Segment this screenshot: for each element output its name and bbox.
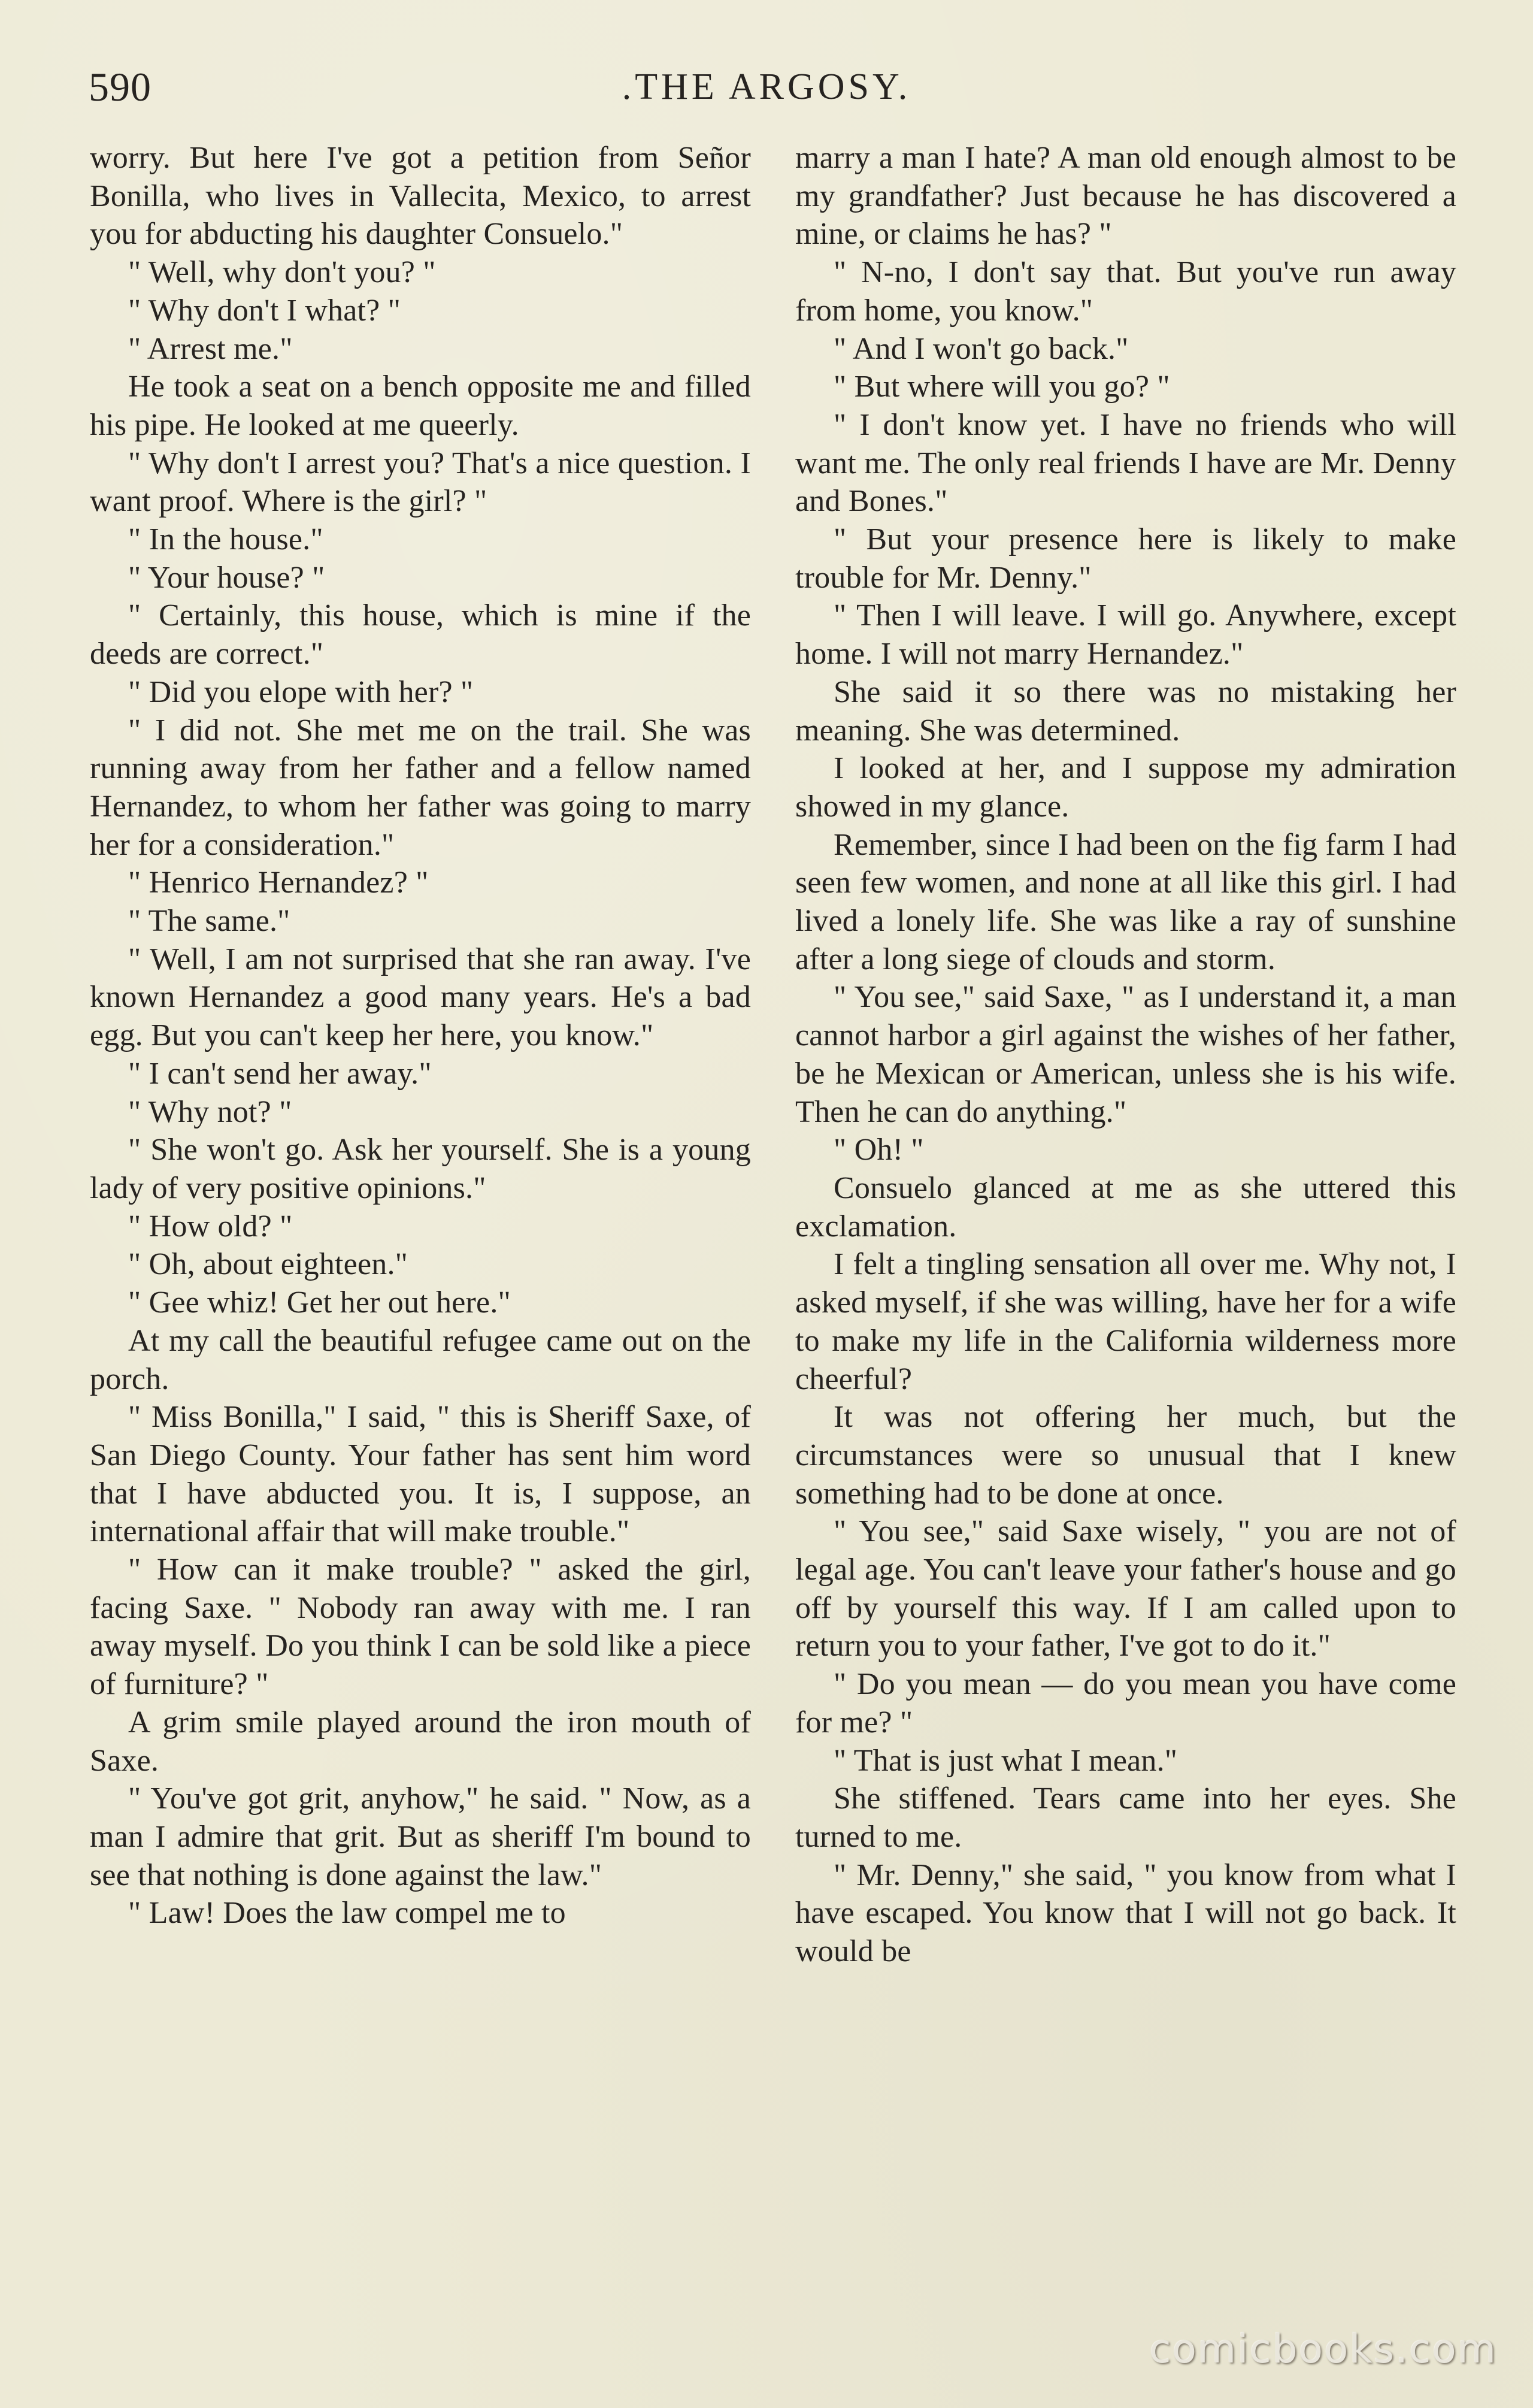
paragraph: Consuelo glanced at me as she uttered this exclamation. (795, 1170, 1456, 1244)
left-column (90, 139, 751, 1932)
paragraph: " In the house." (128, 522, 323, 557)
paragraph: He took a seat on a bench opposite me and filled his pipe. He looked at me queerly. (90, 370, 751, 442)
paragraph: " Did you elope with her? " (128, 674, 474, 709)
paragraph: " I don't know yet. I have no friends who will want me. The only real friends I have are Mr. Denny and Bones." (795, 407, 1456, 519)
paragraph: " I did not. She met me on the trail. She was running away from her father and a fellow named Hernandez, to whom her father was going to marry her for a consideration." (90, 713, 751, 862)
paragraph: " Then I will leave. I will go. Anywhere, except home. I will not marry Hernandez." (795, 598, 1456, 671)
paragraph: " Mr. Denny," she said, " you know from what I have escaped. You know that I will not go back. It would be (795, 1858, 1456, 1969)
paragraph: " Gee whiz! Get her out here." (128, 1285, 511, 1320)
paragraph: " You see," said Saxe, " as I understand it, a man cannot harbor a girl against the wishes of her father, be he Mexican or American, unless she is his wife. Then he can do anything." (795, 980, 1456, 1129)
paragraph: " The same." (128, 904, 290, 939)
paragraph: At my call the beautiful refugee came out on the porch. (90, 1323, 751, 1396)
paragraph: " Law! Does the law compel me to (128, 1896, 566, 1931)
paragraph: " I can't send her away." (128, 1056, 432, 1091)
paragraph: " You see," said Saxe wisely, " you are not of legal age. You can't leave your father's house and go off by yourself this way. If I am called upon to return you to your father, I've got to do it." (795, 1514, 1456, 1663)
paragraph: " Miss Bonilla," I said, " this is Sheriff Saxe, of San Diego County. Your father has sent him word that I have abducted you. It is, I suppose, an international affair that will make trouble." (90, 1400, 751, 1549)
watermark: comicbooks.com (1149, 2326, 1497, 2372)
paragraph: It was not offering her much, but the circumstances were so unusual that I knew something had to be done at once. (795, 1400, 1456, 1511)
paragraph: She said it so there was no mistaking her meaning. She was determined. (795, 674, 1456, 748)
paragraph: " Why not? " (128, 1094, 292, 1129)
paragraph: " Why don't I what? " (128, 293, 401, 328)
paragraph: " Arrest me." (128, 331, 293, 366)
paragraph: " Oh, about eighteen." (128, 1247, 408, 1282)
paragraph: I felt a tingling sensation all over me. Why not, I asked myself, if she was willing, have her for a wife to make my life in the California wilderness more cheerful? (795, 1247, 1456, 1396)
paragraph: " Certainly, this house, which is mine if the deeds are correct." (90, 598, 751, 671)
paragraph: Remember, since I had been on the fig farm I had seen few women, and none at all like this girl. I had lived a lonely life. She was like a ray of sunshine after a long siege of clouds and storm. (795, 827, 1456, 976)
paragraph: " Well, why don't you? " (128, 255, 436, 290)
running-title: .THE ARGOSY. (622, 66, 911, 107)
paragraph: " How old? " (128, 1209, 293, 1244)
paragraph: I looked at her, and I suppose my admiration showed in my glance. (795, 751, 1456, 824)
paragraph: " You've got grit, anyhow," he said. " Now, as a man I admire that grit. But as sheriff I'm bound to see that nothing is done against the law." (90, 1781, 751, 1892)
page-header (89, 60, 1444, 114)
paragraph: " Do you mean — do you mean you have come for me? " (795, 1667, 1456, 1740)
paragraph: " That is just what I mean." (834, 1743, 1178, 1778)
paragraph: She stiffened. Tears came into her eyes. She turned to me. (795, 1781, 1456, 1854)
paragraph: " Henrico Hernandez? " (128, 866, 429, 900)
paragraph: marry a man I hate? A man old enough almost to be my grandfather? Just because he has discovered a mine, or claims he has? " (795, 141, 1456, 252)
paragraph: " Oh! " (834, 1133, 924, 1167)
paragraph: worry. But here I've got a petition from Señor Bonilla, who lives in Vallecita, Mexico, to arrest you for abducting his daughter Consuelo." (90, 141, 751, 252)
paragraph: " But your presence here is likely to make trouble for Mr. Denny." (795, 522, 1456, 595)
paragraph: " Well, I am not surprised that she ran away. I've known Hernandez a good many years. He's a bad egg. But you can't keep her here, you know." (90, 942, 751, 1053)
page-number: 590 (89, 64, 152, 110)
paragraph: " Why don't I arrest you? That's a nice question. I want proof. Where is the girl? " (90, 446, 751, 519)
paragraph: " How can it make trouble? " asked the girl, facing Saxe. " Nobody ran away with me. I ran away myself. Do you think I can be sold like a piece of furniture? " (90, 1553, 751, 1702)
paragraph: " But where will you go? " (834, 370, 1170, 404)
paragraph: " And I won't go back." (834, 331, 1129, 366)
paragraph: A grim smile played around the iron mouth of Saxe. (90, 1705, 751, 1778)
right-column (795, 139, 1456, 1971)
paragraph: " Your house? " (128, 560, 325, 595)
paragraph: " N-no, I don't say that. But you've run away from home, you know." (795, 255, 1456, 328)
paragraph: " She won't go. Ask her yourself. She is a young lady of very positive opinions." (90, 1133, 751, 1205)
